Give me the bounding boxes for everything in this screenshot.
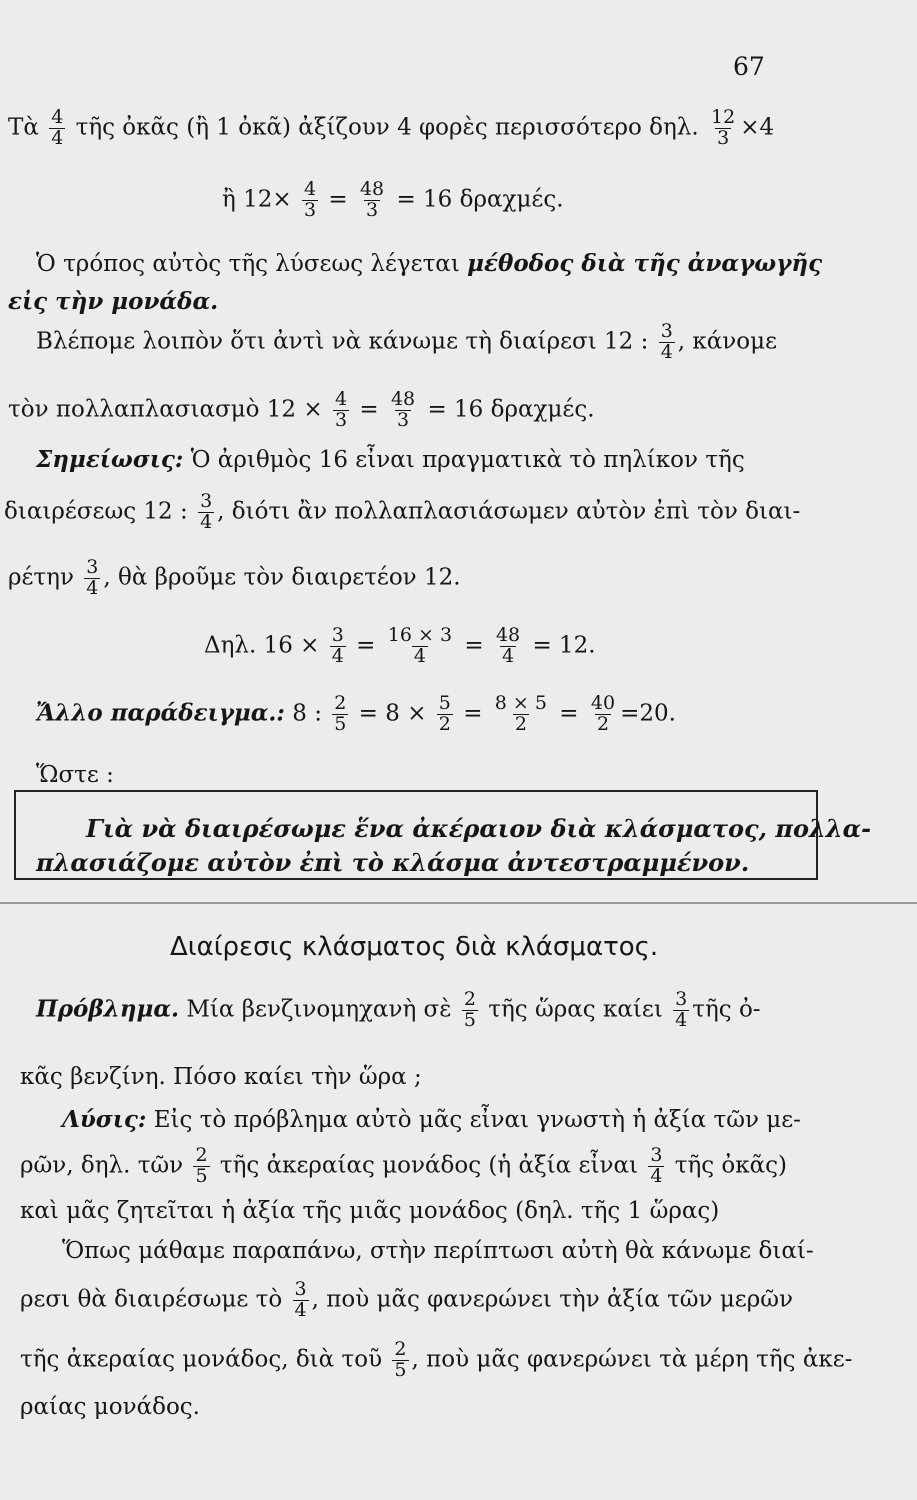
section-heading: Διαίρεσις κλάσματος διὰ κλάσματος.: [170, 932, 659, 962]
fraction-5-2: $\frac{5}{2}$: [438, 692, 451, 735]
text-line-16: ρῶν, δηλ. τῶν $\frac{2}{5}$ τῆς ἀκεραίας μονάδος (ἡ ἀξία εἶναι $\frac{3}{4}$ τῆς ὀκᾶς): [20, 1144, 788, 1187]
fraction-40-2: $\frac{40}{2}$: [590, 692, 616, 735]
fraction-3-4: $\frac{3}{4}$: [650, 1144, 663, 1187]
fraction-2-5: $\frac{2}{5}$: [463, 988, 476, 1031]
divider: [0, 902, 917, 904]
text-line-2: ἢ 12× $\frac{4}{3}$ = $\frac{48}{3}$ = 16 δραχμές.: [222, 178, 564, 221]
text-line-14: κᾶς βενζίνη. Πόσο καίει τὴν ὥρα ;: [20, 1064, 422, 1090]
fraction-3-4: $\frac{3}{4}$: [86, 556, 99, 599]
text-line-3: Ὁ τρόπος αὐτὸς τῆς λύσεως λέγεται μέθοδος διὰ τῆς ἀναγωγῆς: [36, 250, 823, 277]
fraction-4-3: $\frac{4}{3}$: [303, 178, 317, 221]
fraction-8x5-2: $\frac{8 \times 5}{2}$: [494, 692, 547, 735]
fraction-48-4: $\frac{48}{4}$: [495, 624, 521, 667]
text-line-15: Λύσις: Εἰς τὸ πρόβλημα αὐτὸ μᾶς εἶναι γνωστὴ ἡ ἀξία τῶν με-: [62, 1106, 801, 1133]
text-line-7: Σημείωσις: Ὁ ἀριθμὸς 16 εἶναι πραγματικὰ τὸ πηλίκον τῆς: [36, 446, 745, 473]
page-number: 67: [733, 52, 765, 81]
text-line-11: Ἄλλο παράδειγμα.: 8 : $\frac{2}{5}$ = 8 × $\frac{5}{2}$ = $\frac{8 \times 5}{2}$ = $\frac{40}{2}$ =20.: [36, 692, 676, 735]
fraction-48-3: $\frac{48}{3}$: [390, 388, 416, 431]
text-line-8: διαιρέσεως 12 : $\frac{3}{4}$ , διότι ἂν πολλαπλασιάσωμεν αὐτὸν ἐπὶ τὸν διαι-: [4, 490, 801, 533]
text-line-4: εἰς τὴν μονάδα.: [8, 288, 219, 315]
text-line-13: Πρόβλημα. Μία βενζινομηχανὴ σὲ $\frac{2}{5}$ τῆς ὥρας καίει $\frac{3}{4}$ τῆς ὀ-: [36, 988, 761, 1031]
text-line-5: Βλέπομε λοιπὸν ὅτι ἀντὶ νὰ κάνωμε τὴ διαίρεσι 12 : $\frac{3}{4}$ , κάνομε: [36, 320, 778, 363]
text-line-9: ρέτην $\frac{3}{4}$ , θὰ βροῦμε τὸν διαιρετέον 12.: [8, 556, 461, 599]
rule-line-1: Γιὰ νὰ διαιρέσωμε ἕνα ἀκέραιον διὰ κλάσματος, πολλα-: [86, 814, 872, 843]
fraction-3-4: $\frac{3}{4}$: [675, 988, 688, 1031]
fraction-2-5: $\frac{2}{5}$: [334, 692, 347, 735]
text-line-1: Τὰ $\frac{4}{4}$ τῆς ὀκᾶς (ἢ 1 ὀκᾶ) ἀξίζουν 4 φορὲς περισσότερο δηλ. $\frac{12}{3}$ ×4: [8, 106, 775, 149]
fraction-3-4: $\frac{3}{4}$: [294, 1278, 307, 1321]
text-line-12: Ὥστε :: [36, 762, 114, 788]
fraction-3-4: $\frac{3}{4}$: [331, 624, 344, 667]
fraction-48-3: $\frac{48}{3}$: [359, 178, 385, 221]
text-line-21: ραίας μονάδος.: [20, 1394, 200, 1420]
fraction-4-4: $\frac{4}{4}$: [51, 106, 64, 149]
fraction-4-3: $\frac{4}{3}$: [334, 388, 348, 431]
text-line-19: ρεσι θὰ διαιρέσωμε τὸ $\frac{3}{4}$ , ποὺ μᾶς φανερώνει τὴν ἀξία τῶν μερῶν: [20, 1278, 793, 1321]
fraction-12-3: $\frac{12}{3}$: [711, 106, 736, 149]
fraction-3-4: $\frac{3}{4}$: [200, 490, 213, 533]
text-line-17: καὶ μᾶς ζητεῖται ἡ ἀξία τῆς μιᾶς μονάδος (δηλ. τῆς 1 ὥρας): [20, 1198, 720, 1224]
fraction-16x3-4: $\frac{16 \times 3}{4}$: [387, 624, 453, 667]
fraction-2-5: $\frac{2}{5}$: [195, 1144, 208, 1187]
text-line-10: Δηλ. 16 × $\frac{3}{4}$ = $\frac{16 \times 3}{4}$ = $\frac{48}{4}$ = 12.: [204, 624, 596, 667]
fraction-2-5: $\frac{2}{5}$: [394, 1338, 407, 1381]
text-line-6: τὸν πολλαπλασιασμὸ 12 × $\frac{4}{3}$ = $\frac{48}{3}$ = 16 δραχμές.: [8, 388, 595, 431]
rule-box: [14, 790, 872, 880]
text-line-20: τῆς ἀκεραίας μονάδος, διὰ τοῦ $\frac{2}{5}$ , ποὺ μᾶς φανερώνει τὰ μέρη τῆς ἀκε-: [20, 1338, 853, 1381]
fraction-3-4: $\frac{3}{4}$: [660, 320, 673, 363]
rule-line-2: πλασιάζομε αὐτὸν ἐπὶ τὸ κλάσμα ἀντεστραμμένον.: [36, 848, 750, 877]
text-line-18: Ὅπως μάθαμε παραπάνω, στὴν περίπτωσι αὐτὴ θὰ κάνωμε διαί-: [62, 1238, 814, 1264]
